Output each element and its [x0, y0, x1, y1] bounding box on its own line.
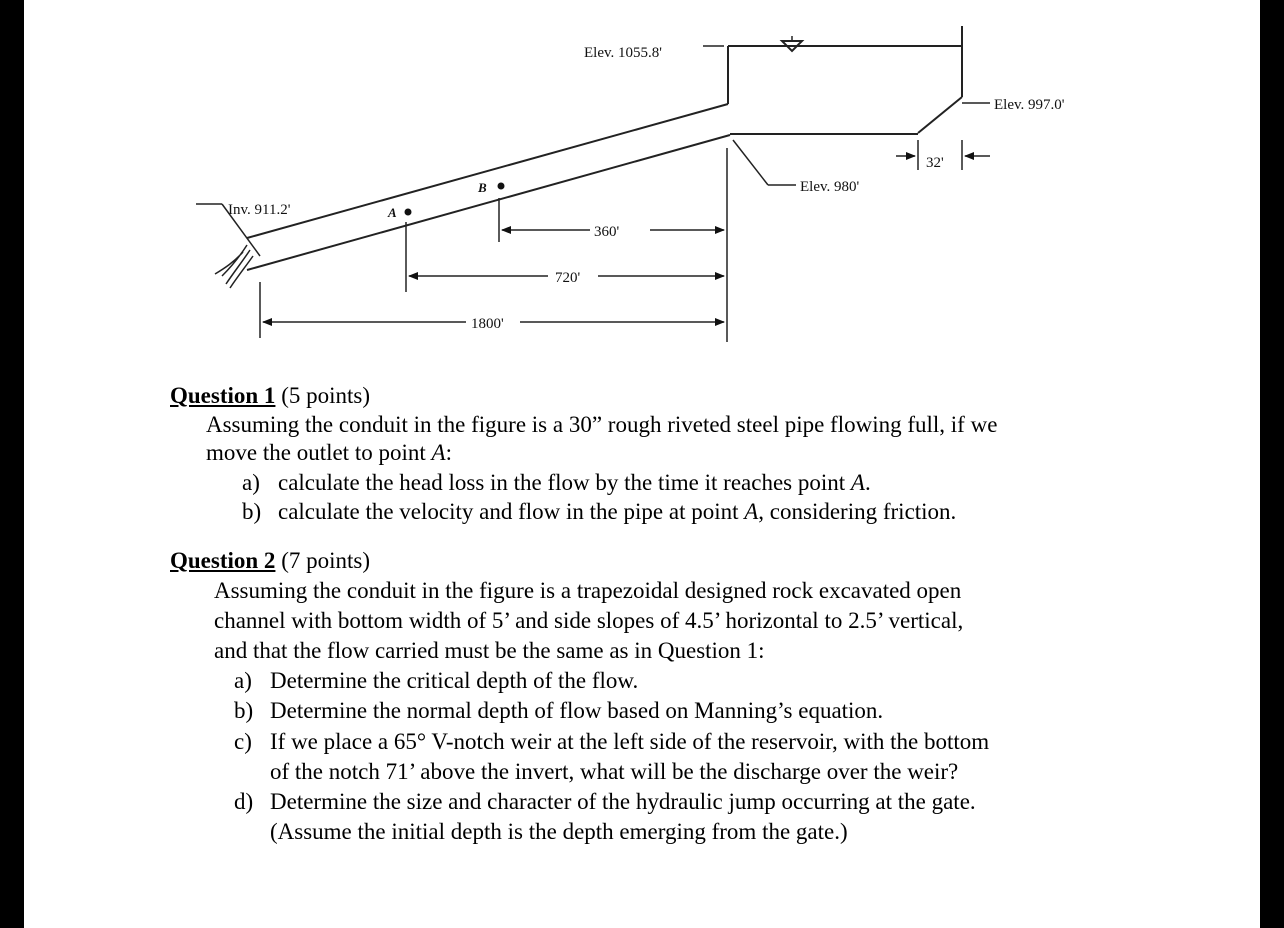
point-a-label: A	[388, 205, 397, 220]
question1-item-a: a) calculate the head loss in the flow by the time it reaches point A.	[242, 470, 871, 495]
pipe-top-line	[247, 104, 728, 238]
question1-intro-line2: move the outlet to point A:	[206, 440, 452, 465]
document-page	[24, 0, 1260, 928]
pipe-bottom-line	[247, 135, 730, 270]
elev-bend-label: Elev. 980'	[800, 179, 860, 195]
question2-item-a: a) Determine the critical depth of the flow.	[234, 668, 639, 693]
point-b-dot	[498, 183, 505, 190]
question1-item-b: b) calculate the velocity and flow in the pipe at point A, considering friction.	[242, 499, 957, 524]
question1-heading	[170, 381, 370, 411]
question2-intro-line3: and that the flow carried must be the same as in Question 1:	[214, 638, 765, 663]
dim-720-label: 720'	[555, 270, 581, 286]
elev-outlet-label: Elev. 997.0'	[994, 97, 1065, 113]
question2-intro-line2: channel with bottom width of 5’ and side slopes of 4.5’ horizontal to 2.5’ vertical,	[214, 608, 964, 633]
question2-item-d-line2: (Assume the initial depth is the depth emerging from the gate.)	[270, 819, 848, 844]
dim-32-label: 32'	[926, 155, 944, 171]
question2-item-c: c) If we place a 65° V-notch weir at the left side of the reservoir, with the bottom	[234, 729, 990, 754]
point-b-label: B	[478, 180, 487, 195]
ground-hatch	[215, 245, 253, 288]
dim-360-label: 360'	[594, 224, 620, 240]
question1-points: (5 points)	[275, 383, 370, 408]
right-border	[1260, 0, 1284, 928]
question2-intro-line1: Assuming the conduit in the figure is a trapezoidal designed rock excavated open	[214, 578, 962, 603]
question2-item-b: b) Determine the normal depth of flow based on Manning’s equation.	[234, 698, 884, 723]
reservoir-slope	[918, 97, 962, 133]
point-a-dot	[405, 209, 412, 216]
dim-1800-label: 1800'	[471, 316, 504, 332]
question1-title: Question 1	[170, 383, 276, 408]
question2-heading	[170, 546, 370, 576]
elev-bend-leader	[733, 140, 768, 185]
question2-item-c-line2: of the notch 71’ above the invert, what will be the discharge over the weir?	[270, 759, 959, 784]
conduit-figure	[24, 0, 1260, 360]
question2-points: (7 points)	[275, 548, 370, 573]
elev-reservoir-label: Elev. 1055.8'	[584, 45, 662, 61]
question1-intro-line1: Assuming the conduit in the figure is a 30” rough riveted steel pipe flowing full, if we	[206, 412, 998, 437]
left-border	[0, 0, 24, 928]
inv-label: Inv. 911.2'	[228, 202, 291, 218]
question2-item-d: d) Determine the size and character of the hydraulic jump occurring at the gate.	[234, 789, 976, 814]
question2-title: Question 2	[170, 548, 276, 573]
